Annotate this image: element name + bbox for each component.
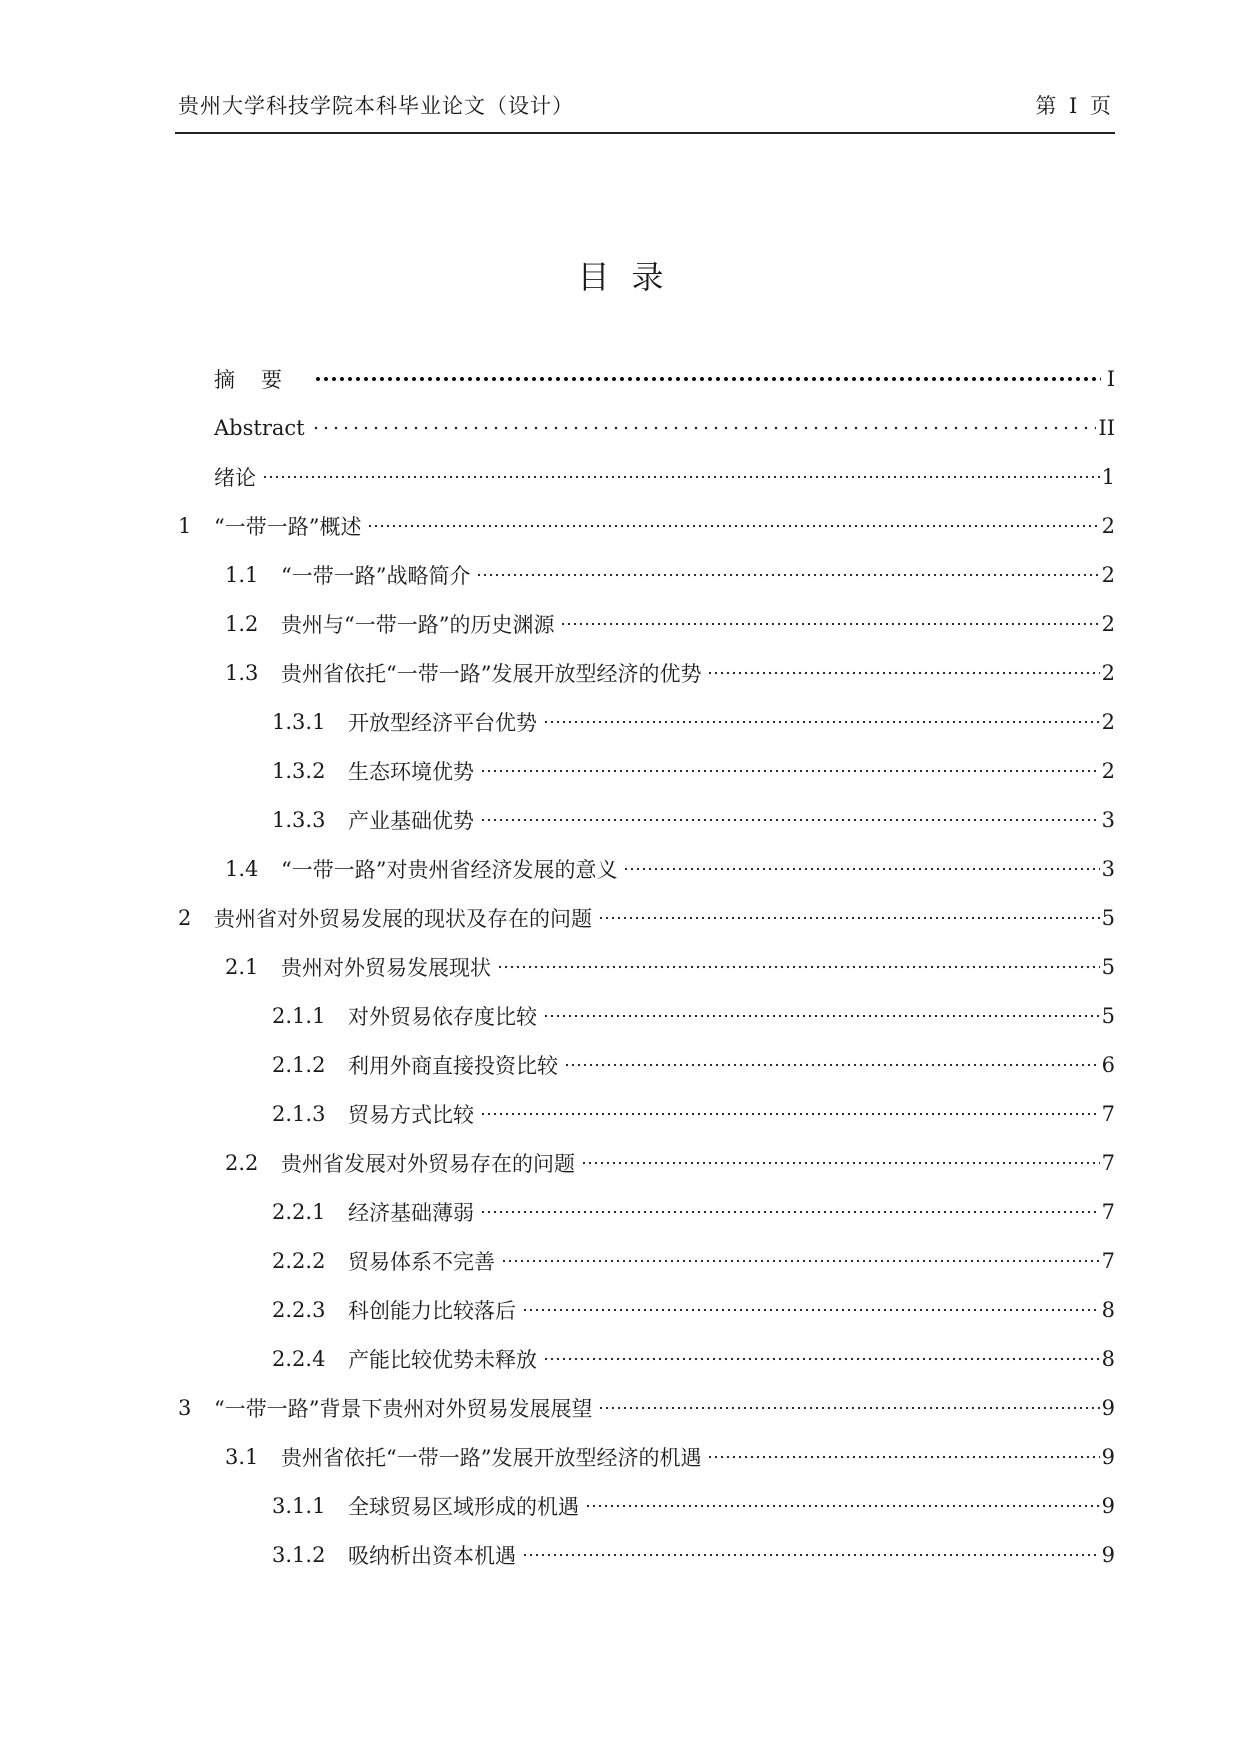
toc-entry[interactable] <box>178 1334 1115 1383</box>
toc-entry-number: 2.1.1 <box>272 1003 326 1028</box>
toc-page-number: 7 <box>1101 1248 1115 1273</box>
toc-dot-leader <box>564 1059 1100 1071</box>
toc-entry-title: 生态环境优势 <box>348 759 474 784</box>
toc-entry[interactable] <box>178 1040 1115 1089</box>
toc-entry-title: 贸易体系不完善 <box>348 1249 495 1274</box>
toc-dot-leader <box>480 1206 1100 1218</box>
toc-entry-number: 2.1.3 <box>272 1101 326 1126</box>
toc-entry-number: 3.1 <box>225 1444 259 1469</box>
toc-entry-title: 对外贸易依存度比较 <box>348 1004 537 1029</box>
toc-dot-leader <box>480 1108 1100 1120</box>
toc-page-number: 5 <box>1101 954 1115 979</box>
toc-entry-title: 开放型经济平台优势 <box>348 710 537 735</box>
toc-entry[interactable] <box>178 1530 1115 1579</box>
toc-entry[interactable] <box>178 354 1115 403</box>
toc-entry[interactable] <box>178 1236 1115 1285</box>
toc-entry-number: 2.1.2 <box>272 1052 326 1077</box>
toc-dot-leader <box>707 1451 1099 1463</box>
toc-page-number: 7 <box>1101 1150 1115 1175</box>
toc-dot-leader <box>623 863 1099 875</box>
toc-entry-number: 3.1.1 <box>272 1493 326 1518</box>
toc-dot-leader <box>476 569 1099 581</box>
toc-entry-number: 2 <box>178 905 192 930</box>
toc-page-number: 9 <box>1101 1493 1115 1518</box>
toc-title: 目录 <box>577 258 686 296</box>
toc-entry[interactable] <box>178 1285 1115 1334</box>
toc-page-number: 7 <box>1101 1199 1115 1224</box>
toc-page-number: 2 <box>1101 611 1115 636</box>
toc-entry-number: 1.1 <box>225 562 259 587</box>
toc-entry-title: 产能比较优势未释放 <box>348 1347 537 1372</box>
toc-dot-leader <box>262 471 1100 483</box>
toc-page-number: 3 <box>1101 856 1115 881</box>
toc-entry[interactable] <box>178 697 1115 746</box>
toc-entry-title: 全球贸易区域形成的机遇 <box>348 1494 579 1519</box>
toc-page-number: 1 <box>1101 464 1115 489</box>
toc-entry-title: 贵州对外贸易发展现状 <box>281 955 491 980</box>
toc-entry-title: 经济基础薄弱 <box>348 1200 474 1225</box>
toc-dot-leader <box>543 716 1100 728</box>
toc-entry-title: 贸易方式比较 <box>348 1102 474 1127</box>
toc-page-number: 8 <box>1101 1297 1115 1322</box>
toc-page-number: 5 <box>1101 905 1115 930</box>
toc-entry[interactable] <box>178 1383 1115 1432</box>
toc-dot-leader <box>480 814 1100 826</box>
toc-entry[interactable] <box>178 1089 1115 1138</box>
toc-entry[interactable] <box>178 844 1115 893</box>
toc-entry-title: “一带一路”战略简介 <box>281 563 471 588</box>
toc-dot-leader <box>522 1549 1100 1561</box>
toc-page-number: II <box>1098 415 1115 440</box>
toc-entry[interactable] <box>178 991 1115 1040</box>
toc-entry-number: 2.2.1 <box>272 1199 326 1224</box>
page-number-label: 第 I 页 <box>1035 94 1111 118</box>
toc-page-number: 9 <box>1101 1542 1115 1567</box>
toc-entry-title: 科创能力比较落后 <box>348 1298 516 1323</box>
toc-entry-title: 贵州省依托“一带一路”发展开放型经济的优势 <box>281 661 702 686</box>
toc-entry-title: 贵州与“一带一路”的历史渊源 <box>281 612 555 637</box>
toc-entry-number: 1.4 <box>225 856 259 881</box>
toc-entry[interactable] <box>178 1481 1115 1530</box>
toc-page-number: 2 <box>1101 758 1115 783</box>
page-header <box>175 84 1115 134</box>
toc-entry-title: 贵州省依托“一带一路”发展开放型经济的机遇 <box>281 1445 702 1470</box>
toc-entry[interactable] <box>178 942 1115 991</box>
toc-entry[interactable] <box>178 501 1115 550</box>
toc-dot-leader <box>480 765 1100 777</box>
toc-entry[interactable] <box>178 893 1115 942</box>
toc-entry-number: 1.3.3 <box>272 807 326 832</box>
toc-entry-title: Abstract <box>214 415 305 440</box>
toc-dot-leader <box>598 1402 1099 1414</box>
toc-dot-leader <box>585 1500 1100 1512</box>
toc-entry-number: 2.2.2 <box>272 1248 326 1273</box>
table-of-contents <box>178 354 1115 1579</box>
toc-entry-title: 利用外商直接投资比较 <box>348 1053 558 1078</box>
toc-entry-title: “一带一路”对贵州省经济发展的意义 <box>281 857 618 882</box>
thesis-header-title: 贵州大学科技学院本科毕业论文（设计） <box>178 94 574 118</box>
toc-entry-number: 2.2.4 <box>272 1346 326 1371</box>
toc-dot-leader <box>707 667 1099 679</box>
toc-page-number: 2 <box>1101 562 1115 587</box>
toc-dot-leader <box>311 422 1097 434</box>
toc-page-number: 3 <box>1101 807 1115 832</box>
toc-page-number: 2 <box>1101 513 1115 538</box>
toc-entry[interactable] <box>178 1187 1115 1236</box>
toc-entry-title: “一带一路”背景下贵州对外贸易发展展望 <box>214 1396 593 1421</box>
toc-entry-number: 3 <box>178 1395 192 1420</box>
toc-dot-leader <box>501 1255 1100 1267</box>
toc-dot-leader <box>497 961 1100 973</box>
toc-entry-number: 2.2 <box>225 1150 259 1175</box>
toc-dot-leader <box>543 1353 1100 1365</box>
toc-entry-title: 绪论 <box>214 465 256 490</box>
toc-page-number: 5 <box>1101 1003 1115 1028</box>
toc-page-number: 7 <box>1101 1101 1115 1126</box>
toc-entry-number: 2.2.3 <box>272 1297 326 1322</box>
toc-entry[interactable] <box>178 795 1115 844</box>
toc-entry-title: “一带一路”概述 <box>214 514 362 539</box>
toc-entry[interactable] <box>178 1432 1115 1481</box>
toc-page-number: I <box>1106 366 1115 391</box>
toc-page-number: 9 <box>1101 1395 1115 1420</box>
toc-entry-number: 1.3 <box>225 660 259 685</box>
toc-dot-leader <box>560 618 1099 630</box>
toc-entry-number: 3.1.2 <box>272 1542 326 1567</box>
toc-entry[interactable] <box>178 1138 1115 1187</box>
toc-entry-title: 吸纳析出资本机遇 <box>348 1543 516 1568</box>
toc-page-number: 2 <box>1101 660 1115 685</box>
toc-page-number: 9 <box>1101 1444 1115 1469</box>
toc-dot-leader <box>314 373 1101 385</box>
toc-entry[interactable] <box>178 746 1115 795</box>
toc-entry-number: 1.2 <box>225 611 259 636</box>
toc-dot-leader <box>581 1157 1100 1169</box>
toc-entry[interactable] <box>178 550 1115 599</box>
toc-entry-title: 贵州省对外贸易发展的现状及存在的问题 <box>214 906 592 931</box>
toc-entry-number: 2.1 <box>225 954 259 979</box>
toc-entry-number: 1.3.1 <box>272 709 326 734</box>
toc-dot-leader <box>598 912 1100 924</box>
toc-dot-leader <box>522 1304 1100 1316</box>
toc-entry-number: 1.3.2 <box>272 758 326 783</box>
toc-entry-title: 摘要 <box>214 367 308 392</box>
toc-entry-number: 1 <box>178 513 192 538</box>
toc-page-number: 8 <box>1101 1346 1115 1371</box>
toc-page-number: 2 <box>1101 709 1115 734</box>
toc-entry-title: 产业基础优势 <box>348 808 474 833</box>
toc-page-number: 6 <box>1101 1052 1115 1077</box>
toc-entry[interactable] <box>178 648 1115 697</box>
toc-entry[interactable] <box>178 599 1115 648</box>
toc-dot-leader <box>367 520 1099 532</box>
toc-entry[interactable] <box>178 452 1115 501</box>
toc-entry-title: 贵州省发展对外贸易存在的问题 <box>281 1151 575 1176</box>
toc-dot-leader <box>543 1010 1100 1022</box>
toc-entry[interactable] <box>178 403 1115 452</box>
